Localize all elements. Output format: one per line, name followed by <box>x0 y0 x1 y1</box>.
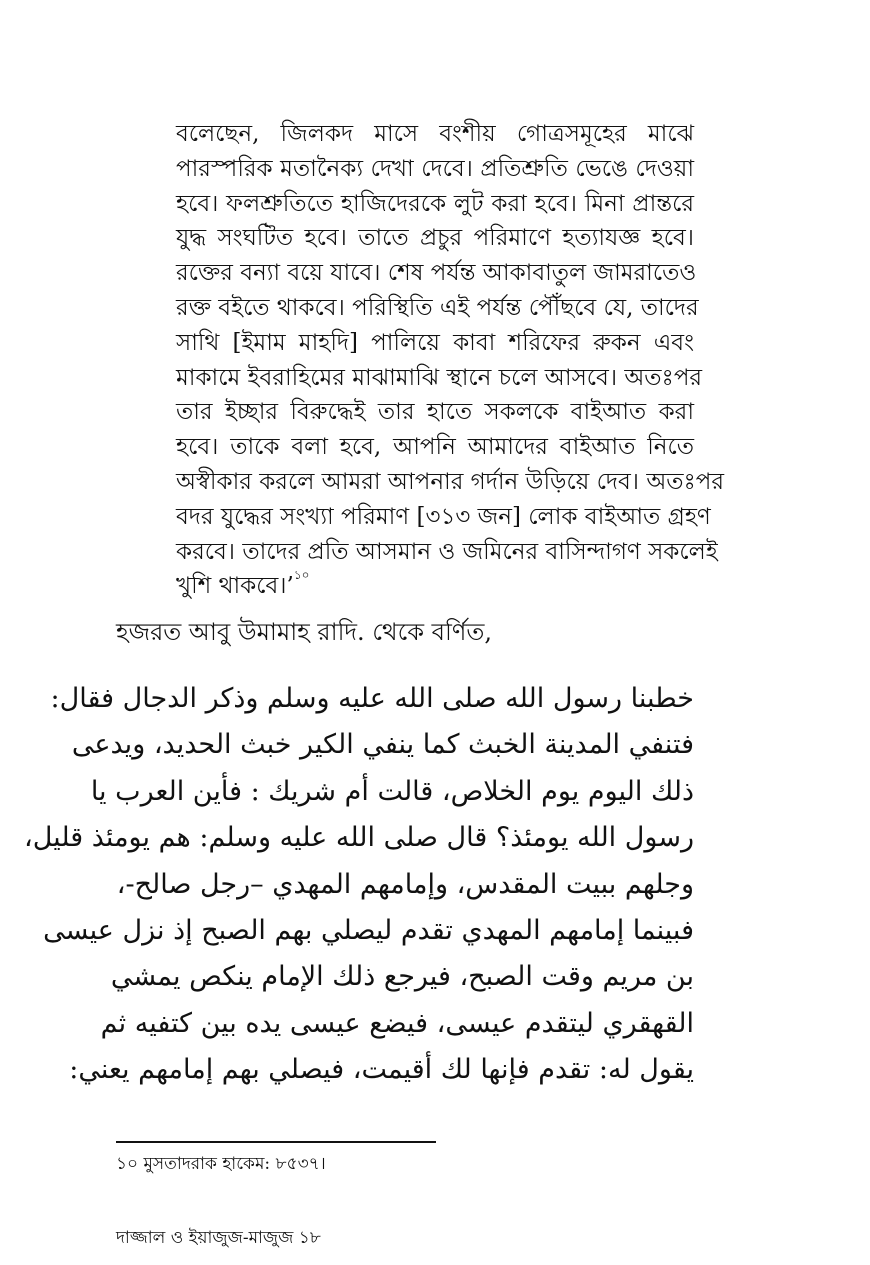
quote-line: সাথি [ইমাম মাহদি] পালিয়ে কাবা শরিফের রুকন এবং <box>176 329 694 356</box>
quote-line: হবে। তাকে বলা হবে, আপনি আমাদের বাইআত নিতে <box>176 434 694 461</box>
quote-last-line-text: খুশি থাকবে।’ <box>176 573 294 600</box>
quote-line: করবে। তাদের প্রতি আসমান ও জমিনের বাসিন্দাগণ সকলেই <box>176 538 718 565</box>
quote-line: তার ইচ্ছার বিরুদ্ধেই তার হাতে সকলকে বাইআত করা <box>176 399 694 426</box>
quote-line: রক্ত বইতে থাকবে। পরিস্থিতি এই পর্যন্ত পৌঁছবে যে, তাদের <box>176 294 699 321</box>
arabic-line: بن مريم وقت الصبح، فيرجع ذلك الإمام ينكص يمشي <box>110 961 694 993</box>
narrator-heading: হজরত আবু উমামাহ রাদি. থেকে বর্ণিত, <box>116 618 493 646</box>
quote-last-line <box>176 569 694 604</box>
arabic-line: فبينما إمامهم المهدي تقدم ليصلي بهم الصبح إذ نزل عيسى <box>43 914 694 946</box>
arabic-line: فتنفي المدينة الخبث كما ينفي الكير خبث الحديد، ويدعى <box>71 729 694 761</box>
page-footer: দাজ্জাল ও ইয়াজুজ-মাজুজ ১৮ <box>116 1228 321 1248</box>
arabic-hadith-text <box>24 676 694 1094</box>
arabic-line: رسول الله يومئذ؟ قال صلى الله عليه وسلم: هم يومئذ قليل، <box>24 822 694 854</box>
quote-line: পারস্পরিক মতানৈক্য দেখা দেবে। প্রতিশ্রুতি ভেঙে দেওয়া <box>176 155 694 182</box>
quote-line: হবে। ফলশ্রুতিতে হাজিদেরকে লুট করা হবে। মিনা প্রান্তরে <box>176 190 694 217</box>
arabic-line: يقول له: تقدم فإنها لك أقيمت، فيصلي بهم إمامهم يعني: <box>69 1054 694 1086</box>
quote-line: বলেছেন, জিলকদ মাসে বংশীয় গোত্রসমূহের মাঝে <box>176 121 694 147</box>
quote-line: যুদ্ধ সংঘটিত হবে। তাতে প্রচুর পরিমাণে হত্যাযজ্ঞ হবে। <box>176 225 694 252</box>
indented-quote-paragraph <box>176 117 725 604</box>
quote-line: বদর যুদ্ধের সংখ্যা পরিমাণ [৩১৩ জন] লোক বাইআত গ্রহণ <box>176 503 711 530</box>
footnote-marker: ১০ <box>293 568 310 583</box>
footnote-divider <box>116 1141 436 1143</box>
quote-line: মাকামে ইবরাহিমের মাঝামাঝি স্থানে চলে আসবে। অতঃপর <box>176 364 703 391</box>
arabic-line: وجلهم ببيت المقدس، وإمامهم المهدي –رجل صالح-، <box>116 868 694 900</box>
quote-line: অস্বীকার করলে আমরা আপনার গর্দান উড়িয়ে দেব। অতঃপর <box>176 468 725 495</box>
quote-line: রক্তের বন্যা বয়ে যাবে। শেষ পর্যন্ত আকাবাতুল জামরাতেও <box>176 260 697 287</box>
footnote-text: ১০ মুসতাদরাক হাকেম: ৮৫৩৭। <box>116 1154 326 1174</box>
arabic-line: القهقري ليتقدم عيسى، فيضع عيسى يده بين كتفيه ثم <box>100 1007 694 1039</box>
arabic-line: خطبنا رسول الله صلى الله عليه وسلم وذكر الدجال فقال: <box>50 683 694 714</box>
arabic-line: ذلك اليوم يوم الخلاص، قالت أم شريك : فأين العرب يا <box>90 775 694 807</box>
